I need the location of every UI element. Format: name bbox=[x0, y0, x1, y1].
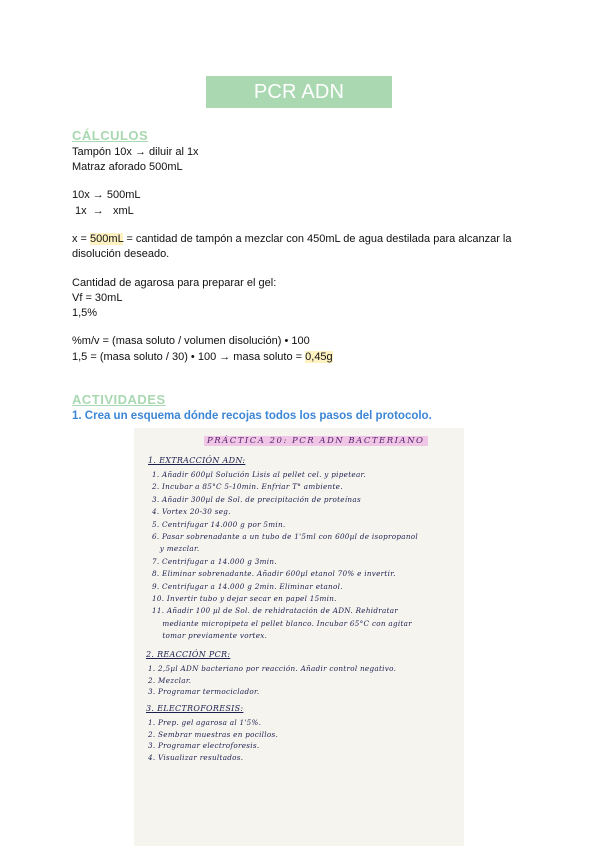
handwritten-line: y mezclar. bbox=[152, 544, 200, 554]
handwritten-line: 6. Pasar sobrenadante a un tubo de 1'5ml con 600µl de isopropanol bbox=[152, 532, 418, 541]
handwritten-line: 1. Prep. gel agarosa al 1'5%. bbox=[148, 718, 262, 727]
calc-line: Matraz aforado 500mL bbox=[72, 161, 183, 173]
handwritten-section-heading: 3. ELECTROFORESIS: bbox=[146, 704, 244, 713]
handwritten-line: tomar previamente vortex. bbox=[152, 631, 268, 641]
handwritten-title: PRÁCTICA 20: PCR ADN BACTERIANO bbox=[204, 436, 428, 446]
handwritten-line: 10. Invertir tubo y dejar secar en papel 15min. bbox=[152, 594, 337, 603]
calc-line: 1x → xmL bbox=[72, 205, 134, 217]
handwritten-section-heading: 1. EXTRACCIÓN ADN: bbox=[148, 456, 246, 465]
calc-line: 1,5% bbox=[72, 307, 98, 319]
calc-result-line bbox=[72, 232, 511, 246]
handwritten-line: 4. Vortex 20-30 seg. bbox=[152, 507, 231, 517]
handwritten-line: 3. Programar termociclador. bbox=[148, 687, 260, 696]
calc-line: disolución deseado. bbox=[72, 248, 170, 260]
handwritten-line: 3. Añadir 300µl de Sol. de precipitación de proteínas bbox=[152, 494, 361, 504]
handwritten-notes-photo bbox=[134, 428, 464, 846]
handwritten-line: mediante micropipeta el pellet blanco. Incubar 65°C con agitar bbox=[152, 618, 413, 628]
handwritten-section-heading: 2. REACCIÓN PCR: bbox=[146, 650, 231, 659]
handwritten-line: 3. Programar electroforesis. bbox=[148, 741, 260, 750]
handwritten-line: 2. Sembrar muestras en pocillos. bbox=[148, 729, 279, 739]
calc-line: Cantidad de agarosa para preparar el gel: bbox=[72, 277, 277, 289]
calc-result-line bbox=[72, 350, 333, 364]
highlighted-value: 0,45g bbox=[305, 351, 333, 363]
document-title: PCR ADN bacteriano bbox=[206, 76, 392, 108]
calc-line: 10x → 500mL bbox=[72, 189, 141, 201]
handwritten-line: 2. Mezclar. bbox=[148, 675, 192, 685]
activity-question: 1. Crea un esquema dónde recojas todos los pasos del protocolo. bbox=[72, 410, 432, 422]
calc-line: %m/v = (masa soluto / volumen disolución) • 100 bbox=[72, 335, 310, 347]
handwritten-line: 8. Eliminar sobrenadante. Añadir 600µl etanol 70% e invertir. bbox=[152, 569, 396, 579]
handwritten-line: 4. Visualizar resultados. bbox=[148, 752, 244, 762]
calc-line: Tampón 10x → diluir al 1x bbox=[72, 146, 199, 158]
handwritten-line: 7. Centrifugar a 14.000 g 3min. bbox=[152, 556, 277, 566]
handwritten-line: 1. 2,5µl ADN bacteriano por reacción. Añadir control negativo. bbox=[148, 664, 397, 673]
calc-text: 1,5 = (masa soluto / 30) • 100 → masa soluto = bbox=[72, 351, 306, 363]
handwritten-line: 11. Añadir 100 µl de Sol. de rehidratación de ADN. Rehidratar bbox=[152, 606, 399, 616]
highlighted-value: 500mL bbox=[90, 233, 124, 245]
handwritten-line: 1. Añadir 600µl Solución Lisis al pellet cel. y pipetear. bbox=[152, 470, 367, 479]
calc-text: x = bbox=[72, 233, 91, 245]
calc-text: = cantidad de tampón a mezclar con 450mL de agua destilada para alcanzar la bbox=[123, 233, 512, 245]
section-heading-calculos: CÁLCULOS bbox=[72, 128, 149, 143]
handwritten-line: 9. Centrifugar a 14.000 g 2min. Eliminar etanol. bbox=[152, 581, 343, 591]
section-heading-actividades: ACTIVIDADES bbox=[72, 392, 166, 407]
calc-line: Vf = 30mL bbox=[72, 292, 123, 304]
handwritten-line: 5. Centrifugar 14.000 g por 5min. bbox=[152, 519, 286, 529]
handwritten-line: 2. Incubar a 85°C 5-10min. Enfriar T° ambiente. bbox=[152, 482, 343, 492]
